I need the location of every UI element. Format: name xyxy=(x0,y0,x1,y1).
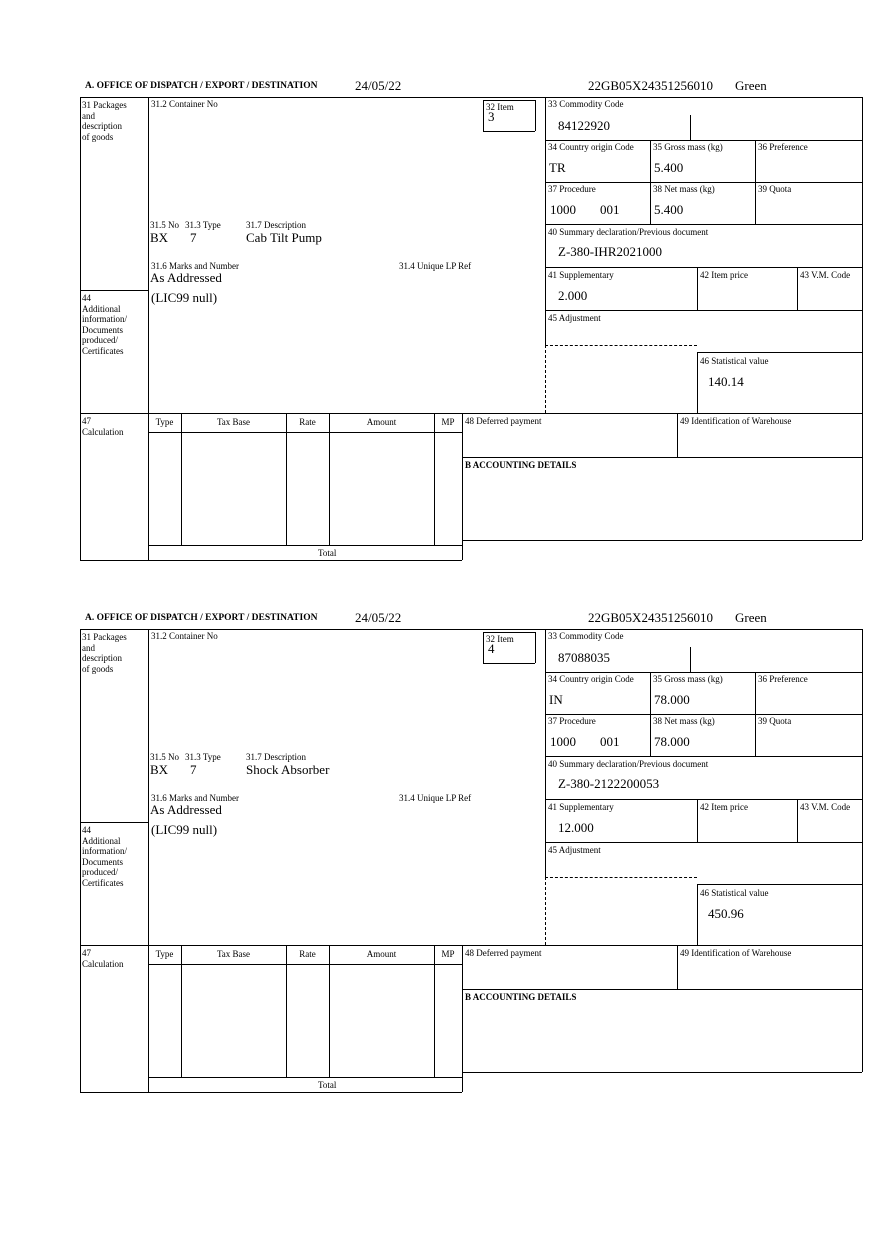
item-box-border xyxy=(483,632,535,633)
item-box-border xyxy=(535,100,536,131)
warehouse-id-label: 49 Identification of Warehouse xyxy=(680,948,792,958)
table-column-line xyxy=(181,413,182,545)
vm-code-label: 43 V.M. Code xyxy=(800,270,851,280)
table-column-line xyxy=(329,945,330,1077)
commodity-code-tick xyxy=(690,115,691,140)
summary-declaration-label: 40 Summary declaration/Previous document xyxy=(548,227,709,237)
item-box-border xyxy=(483,131,535,132)
office-of-dispatch-label: A. OFFICE OF DISPATCH / EXPORT / DESTINATION xyxy=(85,613,318,623)
procedure-extension-value: 001 xyxy=(600,202,620,217)
deferred-payment-label: 48 Deferred payment xyxy=(465,416,542,426)
procedure-extension-value: 001 xyxy=(600,734,620,749)
item-box-border xyxy=(483,100,484,131)
border-line xyxy=(650,672,651,756)
border-line xyxy=(545,267,862,268)
summary-declaration-label: 40 Summary declaration/Previous document xyxy=(548,759,709,769)
additional-information-value: (LIC99 null) xyxy=(151,290,218,305)
package-description-label: 31.7 Description xyxy=(246,220,306,230)
border-line xyxy=(545,756,862,757)
net-mass-value: 78.000 xyxy=(654,734,690,749)
statistical-value-value: 450.96 xyxy=(708,906,744,921)
marks-value: As Addressed xyxy=(150,802,222,817)
border-line xyxy=(677,945,678,989)
border-line xyxy=(755,672,756,756)
additional-information-value: (LIC99 null) xyxy=(151,822,218,837)
column-header-rate: Rate xyxy=(299,417,316,427)
border-line xyxy=(80,97,862,98)
border-line xyxy=(545,672,862,673)
procedure-label: 37 Procedure xyxy=(548,716,596,726)
dashed-line xyxy=(545,345,546,413)
country-origin-label: 34 Country origin Code xyxy=(548,674,634,684)
packages-label: 31 Packages and description of goods xyxy=(82,100,127,142)
declaration-reference: 22GB05X24351256010 xyxy=(588,78,713,93)
border-line xyxy=(148,432,462,433)
border-line xyxy=(462,413,463,560)
package-no-value: BX xyxy=(150,762,169,777)
item-box-border xyxy=(483,663,535,664)
border-line xyxy=(797,267,798,310)
container-no-label: 31.2 Container No xyxy=(151,99,218,109)
dashed-line xyxy=(545,877,546,945)
column-header-mp: MP xyxy=(441,949,455,959)
preference-label: 36 Preference xyxy=(758,674,808,684)
border-line xyxy=(80,629,862,630)
column-header-amount: Amount xyxy=(366,417,397,427)
border-line xyxy=(677,413,678,457)
border-line xyxy=(697,884,698,945)
unique-lp-ref-label: 31.4 Unique LP Ref xyxy=(399,261,472,271)
border-line xyxy=(80,97,81,560)
accounting-details-label: B ACCOUNTING DETAILS xyxy=(465,460,577,470)
deferred-payment-label: 48 Deferred payment xyxy=(465,948,542,958)
procedure-value: 1000 xyxy=(550,734,576,749)
border-line xyxy=(148,545,462,546)
statistical-value-value: 140.14 xyxy=(708,374,744,389)
border-line xyxy=(545,799,862,800)
item-number-value: 3 xyxy=(488,109,495,124)
country-origin-value: IN xyxy=(549,692,563,707)
border-line xyxy=(650,140,651,224)
border-line xyxy=(148,97,149,560)
marks-and-number-label: 31.6 Marks and Number xyxy=(151,261,239,271)
supplementary-value: 2.000 xyxy=(558,288,588,303)
border-line xyxy=(797,799,798,842)
declaration-date: 24/05/22 xyxy=(355,78,402,93)
item-price-label: 42 Item price xyxy=(700,802,748,812)
procedure-value: 1000 xyxy=(550,202,576,217)
summary-declaration-value: Z-380-IHR2021000 xyxy=(558,244,662,259)
border-line xyxy=(545,97,546,345)
adjustment-label: 45 Adjustment xyxy=(548,313,601,323)
item-number-label: 32 Item xyxy=(486,634,514,644)
commodity-code-value: 84122920 xyxy=(558,118,610,133)
commodity-code-label: 33 Commodity Code xyxy=(548,631,624,641)
border-line xyxy=(80,413,862,414)
routing-status: Green xyxy=(735,610,767,625)
package-no-value: BX xyxy=(150,230,169,245)
calculation-label: 47 Calculation xyxy=(82,416,124,437)
package-no-label: 31.5 No xyxy=(150,752,179,762)
column-header-tax-base: Tax Base xyxy=(216,949,251,959)
adjustment-label: 45 Adjustment xyxy=(548,845,601,855)
marks-value: As Addressed xyxy=(150,270,222,285)
commodity-code-label: 33 Commodity Code xyxy=(548,99,624,109)
warehouse-id-label: 49 Identification of Warehouse xyxy=(680,416,792,426)
supplementary-label: 41 Supplementary xyxy=(548,802,614,812)
net-mass-label: 38 Net mass (kg) xyxy=(653,716,715,726)
column-header-tax-base: Tax Base xyxy=(216,417,251,427)
border-line xyxy=(80,945,862,946)
border-line xyxy=(462,989,862,990)
gross-mass-value: 5.400 xyxy=(654,160,684,175)
column-header-amount: Amount xyxy=(366,949,397,959)
country-origin-label: 34 Country origin Code xyxy=(548,142,634,152)
quota-label: 39 Quota xyxy=(758,184,792,194)
column-header-type: Type xyxy=(155,949,174,959)
table-column-line xyxy=(286,413,287,545)
table-column-line xyxy=(434,945,435,1077)
table-column-line xyxy=(434,413,435,545)
table-column-line xyxy=(286,945,287,1077)
marks-and-number-label: 31.6 Marks and Number xyxy=(151,793,239,803)
border-line xyxy=(80,629,81,1092)
border-line xyxy=(148,1077,462,1078)
supplementary-value: 12.000 xyxy=(558,820,594,835)
item-price-label: 42 Item price xyxy=(700,270,748,280)
column-header-mp: MP xyxy=(441,417,455,427)
border-line xyxy=(462,1072,862,1073)
border-line xyxy=(862,629,863,1072)
quota-label: 39 Quota xyxy=(758,716,792,726)
gross-mass-value: 78.000 xyxy=(654,692,690,707)
unique-lp-ref-label: 31.4 Unique LP Ref xyxy=(399,793,472,803)
table-column-line xyxy=(181,945,182,1077)
gross-mass-label: 35 Gross mass (kg) xyxy=(653,674,723,684)
package-no-label: 31.5 No xyxy=(150,220,179,230)
net-mass-label: 38 Net mass (kg) xyxy=(653,184,715,194)
package-description-label: 31.7 Description xyxy=(246,752,306,762)
border-line xyxy=(80,1092,462,1093)
border-line xyxy=(545,182,862,183)
column-header-type: Type xyxy=(155,417,174,427)
commodity-code-tick xyxy=(690,647,691,672)
item-number-value: 4 xyxy=(488,641,495,656)
border-line xyxy=(545,140,862,141)
border-line xyxy=(462,945,463,1092)
country-origin-value: TR xyxy=(549,160,566,175)
additional-information-label: 44 Additional information/ Documents produced/ Certificates xyxy=(82,825,127,888)
package-type-label: 31.3 Type xyxy=(185,220,221,230)
border-line xyxy=(755,140,756,224)
package-type-value: 7 xyxy=(190,230,197,245)
border-line xyxy=(545,714,862,715)
summary-declaration-value: Z-380-2122200053 xyxy=(558,776,660,791)
procedure-label: 37 Procedure xyxy=(548,184,596,194)
total-label: Total xyxy=(318,548,337,558)
declaration-date: 24/05/22 xyxy=(355,610,402,625)
statistical-value-label: 46 Statistical value xyxy=(700,356,769,366)
calculation-label: 47 Calculation xyxy=(82,948,124,969)
accounting-details-label: B ACCOUNTING DETAILS xyxy=(465,992,577,1002)
border-line xyxy=(545,310,862,311)
border-line xyxy=(80,290,148,291)
item-box-border xyxy=(483,100,535,101)
package-description-value: Cab Tilt Pump xyxy=(246,230,322,245)
gross-mass-label: 35 Gross mass (kg) xyxy=(653,142,723,152)
preference-label: 36 Preference xyxy=(758,142,808,152)
item-box-border xyxy=(535,632,536,663)
office-of-dispatch-label: A. OFFICE OF DISPATCH / EXPORT / DESTINATION xyxy=(85,81,318,91)
dashed-line xyxy=(545,877,697,878)
package-description-value: Shock Absorber xyxy=(246,762,330,777)
supplementary-label: 41 Supplementary xyxy=(548,270,614,280)
routing-status: Green xyxy=(735,78,767,93)
border-line xyxy=(862,97,863,540)
vm-code-label: 43 V.M. Code xyxy=(800,802,851,812)
border-line xyxy=(697,267,698,310)
border-line xyxy=(697,352,862,353)
border-line xyxy=(545,224,862,225)
declaration-item-block xyxy=(80,80,864,580)
statistical-value-label: 46 Statistical value xyxy=(700,888,769,898)
border-line xyxy=(545,842,862,843)
border-line xyxy=(462,540,862,541)
total-label: Total xyxy=(318,1080,337,1090)
column-header-rate: Rate xyxy=(299,949,316,959)
border-line xyxy=(148,964,462,965)
border-line xyxy=(148,629,149,1092)
border-line xyxy=(697,884,862,885)
border-line xyxy=(545,629,546,877)
border-line xyxy=(80,822,148,823)
dashed-line xyxy=(545,345,697,346)
border-line xyxy=(697,799,698,842)
commodity-code-value: 87088035 xyxy=(558,650,610,665)
additional-information-label: 44 Additional information/ Documents produced/ Certificates xyxy=(82,293,127,356)
container-no-label: 31.2 Container No xyxy=(151,631,218,641)
table-column-line xyxy=(329,413,330,545)
declaration-item-block xyxy=(80,612,864,1112)
declaration-reference: 22GB05X24351256010 xyxy=(588,610,713,625)
packages-label: 31 Packages and description of goods xyxy=(82,632,127,674)
border-line xyxy=(697,352,698,413)
border-line xyxy=(462,457,862,458)
border-line xyxy=(80,560,462,561)
net-mass-value: 5.400 xyxy=(654,202,684,217)
package-type-label: 31.3 Type xyxy=(185,752,221,762)
item-box-border xyxy=(483,632,484,663)
package-type-value: 7 xyxy=(190,762,197,777)
item-number-label: 32 Item xyxy=(486,102,514,112)
